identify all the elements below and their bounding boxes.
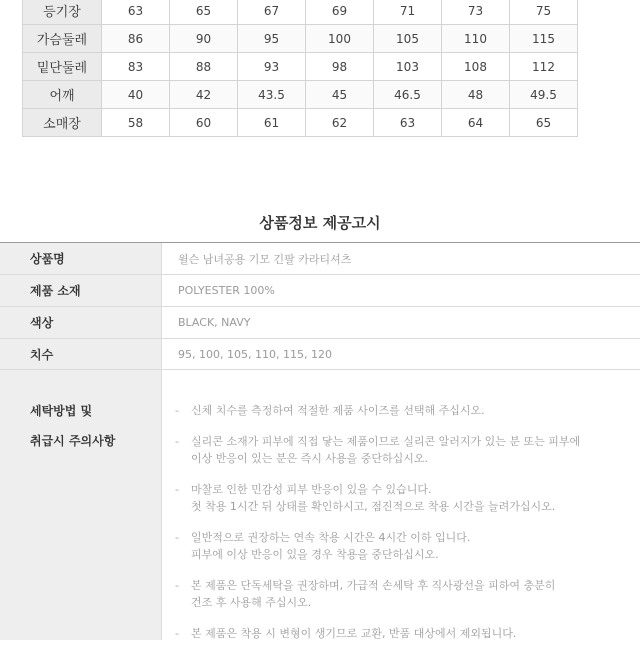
size-cell: 110 <box>442 25 510 53</box>
size-row <box>23 81 578 109</box>
size-cell: 63 <box>102 0 170 25</box>
size-cell: 93 <box>238 53 306 81</box>
size-cell: 88 <box>170 53 238 81</box>
care-note <box>175 481 625 515</box>
care-note <box>175 529 625 563</box>
size-cell: 65 <box>510 109 578 137</box>
size-row <box>23 109 578 137</box>
size-cell: 71 <box>374 0 442 25</box>
bullet-dash: - <box>175 435 179 448</box>
bullet-dash: - <box>175 579 179 592</box>
care-note-line: 신체 치수를 측정하여 적절한 제품 사이즈를 선택해 주십시오. <box>191 404 485 417</box>
info-label: 치수 <box>0 339 162 369</box>
size-cell: 40 <box>102 81 170 109</box>
care-note-line: 마찰로 인한 민감성 피부 반응이 있을 수 있습니다. <box>191 483 432 496</box>
info-row-material <box>0 275 640 307</box>
size-cell: 45 <box>306 81 374 109</box>
size-cell: 43.5 <box>238 81 306 109</box>
info-row-color <box>0 307 640 339</box>
info-label: 상품명 <box>0 243 162 274</box>
size-row <box>23 0 578 25</box>
info-row-product-name <box>0 243 640 275</box>
care-note <box>175 433 625 467</box>
bullet-dash: - <box>175 531 179 544</box>
care-label-line2: 취급시 주의사항 <box>30 434 116 448</box>
care-note-line: 실리콘 소재가 피부에 직접 닿는 제품이므로 실리콘 알러지가 있는 분 또는 피부에 <box>191 435 581 448</box>
size-cell: 86 <box>102 25 170 53</box>
size-cell: 46.5 <box>374 81 442 109</box>
care-note <box>175 577 625 611</box>
bullet-dash: - <box>175 483 179 496</box>
size-cell: 49.5 <box>510 81 578 109</box>
size-cell: 58 <box>102 109 170 137</box>
care-note-line: 이상 반응이 있는 분은 즉시 사용을 중단하십시오. <box>191 452 428 465</box>
info-label: 제품 소재 <box>0 275 162 306</box>
size-row-label: 어깨 <box>23 81 102 109</box>
size-cell: 60 <box>170 109 238 137</box>
size-cell: 112 <box>510 53 578 81</box>
info-value: BLACK, NAVY <box>178 316 251 329</box>
size-cell: 75 <box>510 0 578 25</box>
size-cell: 100 <box>306 25 374 53</box>
size-cell: 48 <box>442 81 510 109</box>
size-cell: 64 <box>442 109 510 137</box>
size-cell: 98 <box>306 53 374 81</box>
size-cell: 105 <box>374 25 442 53</box>
size-row-label: 가슴둘레 <box>23 25 102 53</box>
care-note-line: 본 제품은 착용 시 변형이 생기므로 교환, 반품 대상에서 제외됩니다. <box>191 627 517 640</box>
size-row <box>23 53 578 81</box>
size-row-label: 소매장 <box>23 109 102 137</box>
size-cell: 90 <box>170 25 238 53</box>
size-cell: 69 <box>306 0 374 25</box>
info-value: 윌슨 남녀공용 기모 긴팔 카라티셔츠 <box>178 252 352 266</box>
info-value: POLYESTER 100% <box>178 284 275 297</box>
size-cell: 67 <box>238 0 306 25</box>
care-notes <box>175 402 625 656</box>
size-cell: 115 <box>510 25 578 53</box>
bullet-dash: - <box>175 404 179 417</box>
info-row-size <box>0 339 640 370</box>
care-label <box>0 370 162 640</box>
size-cell: 61 <box>238 109 306 137</box>
size-cell: 108 <box>442 53 510 81</box>
size-cell: 62 <box>306 109 374 137</box>
size-cell: 63 <box>374 109 442 137</box>
size-table <box>22 0 578 137</box>
size-row-label: 밑단둘레 <box>23 53 102 81</box>
care-label-line1: 세탁방법 및 <box>30 404 93 418</box>
care-note-line: 일반적으로 권장하는 연속 착용 시간은 4시간 이하 입니다. <box>191 531 471 544</box>
care-note <box>175 625 625 642</box>
size-row <box>23 25 578 53</box>
care-note-line: 건조 후 사용해 주십시오. <box>191 596 312 609</box>
size-cell: 42 <box>170 81 238 109</box>
section-title: 상품정보 제공고시 <box>259 214 381 232</box>
size-cell: 103 <box>374 53 442 81</box>
care-note-line: 첫 착용 1시간 뒤 상태를 확인하시고, 점진적으로 착용 시간을 늘려가십시오. <box>191 500 556 513</box>
size-row-label: 등기장 <box>23 0 102 25</box>
info-label: 색상 <box>0 307 162 338</box>
size-cell: 95 <box>238 25 306 53</box>
care-note-line: 피부에 이상 반응이 있을 경우 착용을 중단하십시오. <box>191 548 439 561</box>
bullet-dash: - <box>175 627 179 640</box>
care-note-line: 본 제품은 단독세탁을 권장하며, 가급적 손세탁 후 직사광선을 피하여 충분히 <box>191 579 556 592</box>
size-cell: 65 <box>170 0 238 25</box>
size-cell: 83 <box>102 53 170 81</box>
size-cell: 73 <box>442 0 510 25</box>
info-value: 95, 100, 105, 110, 115, 120 <box>178 347 332 361</box>
care-note <box>175 402 625 419</box>
